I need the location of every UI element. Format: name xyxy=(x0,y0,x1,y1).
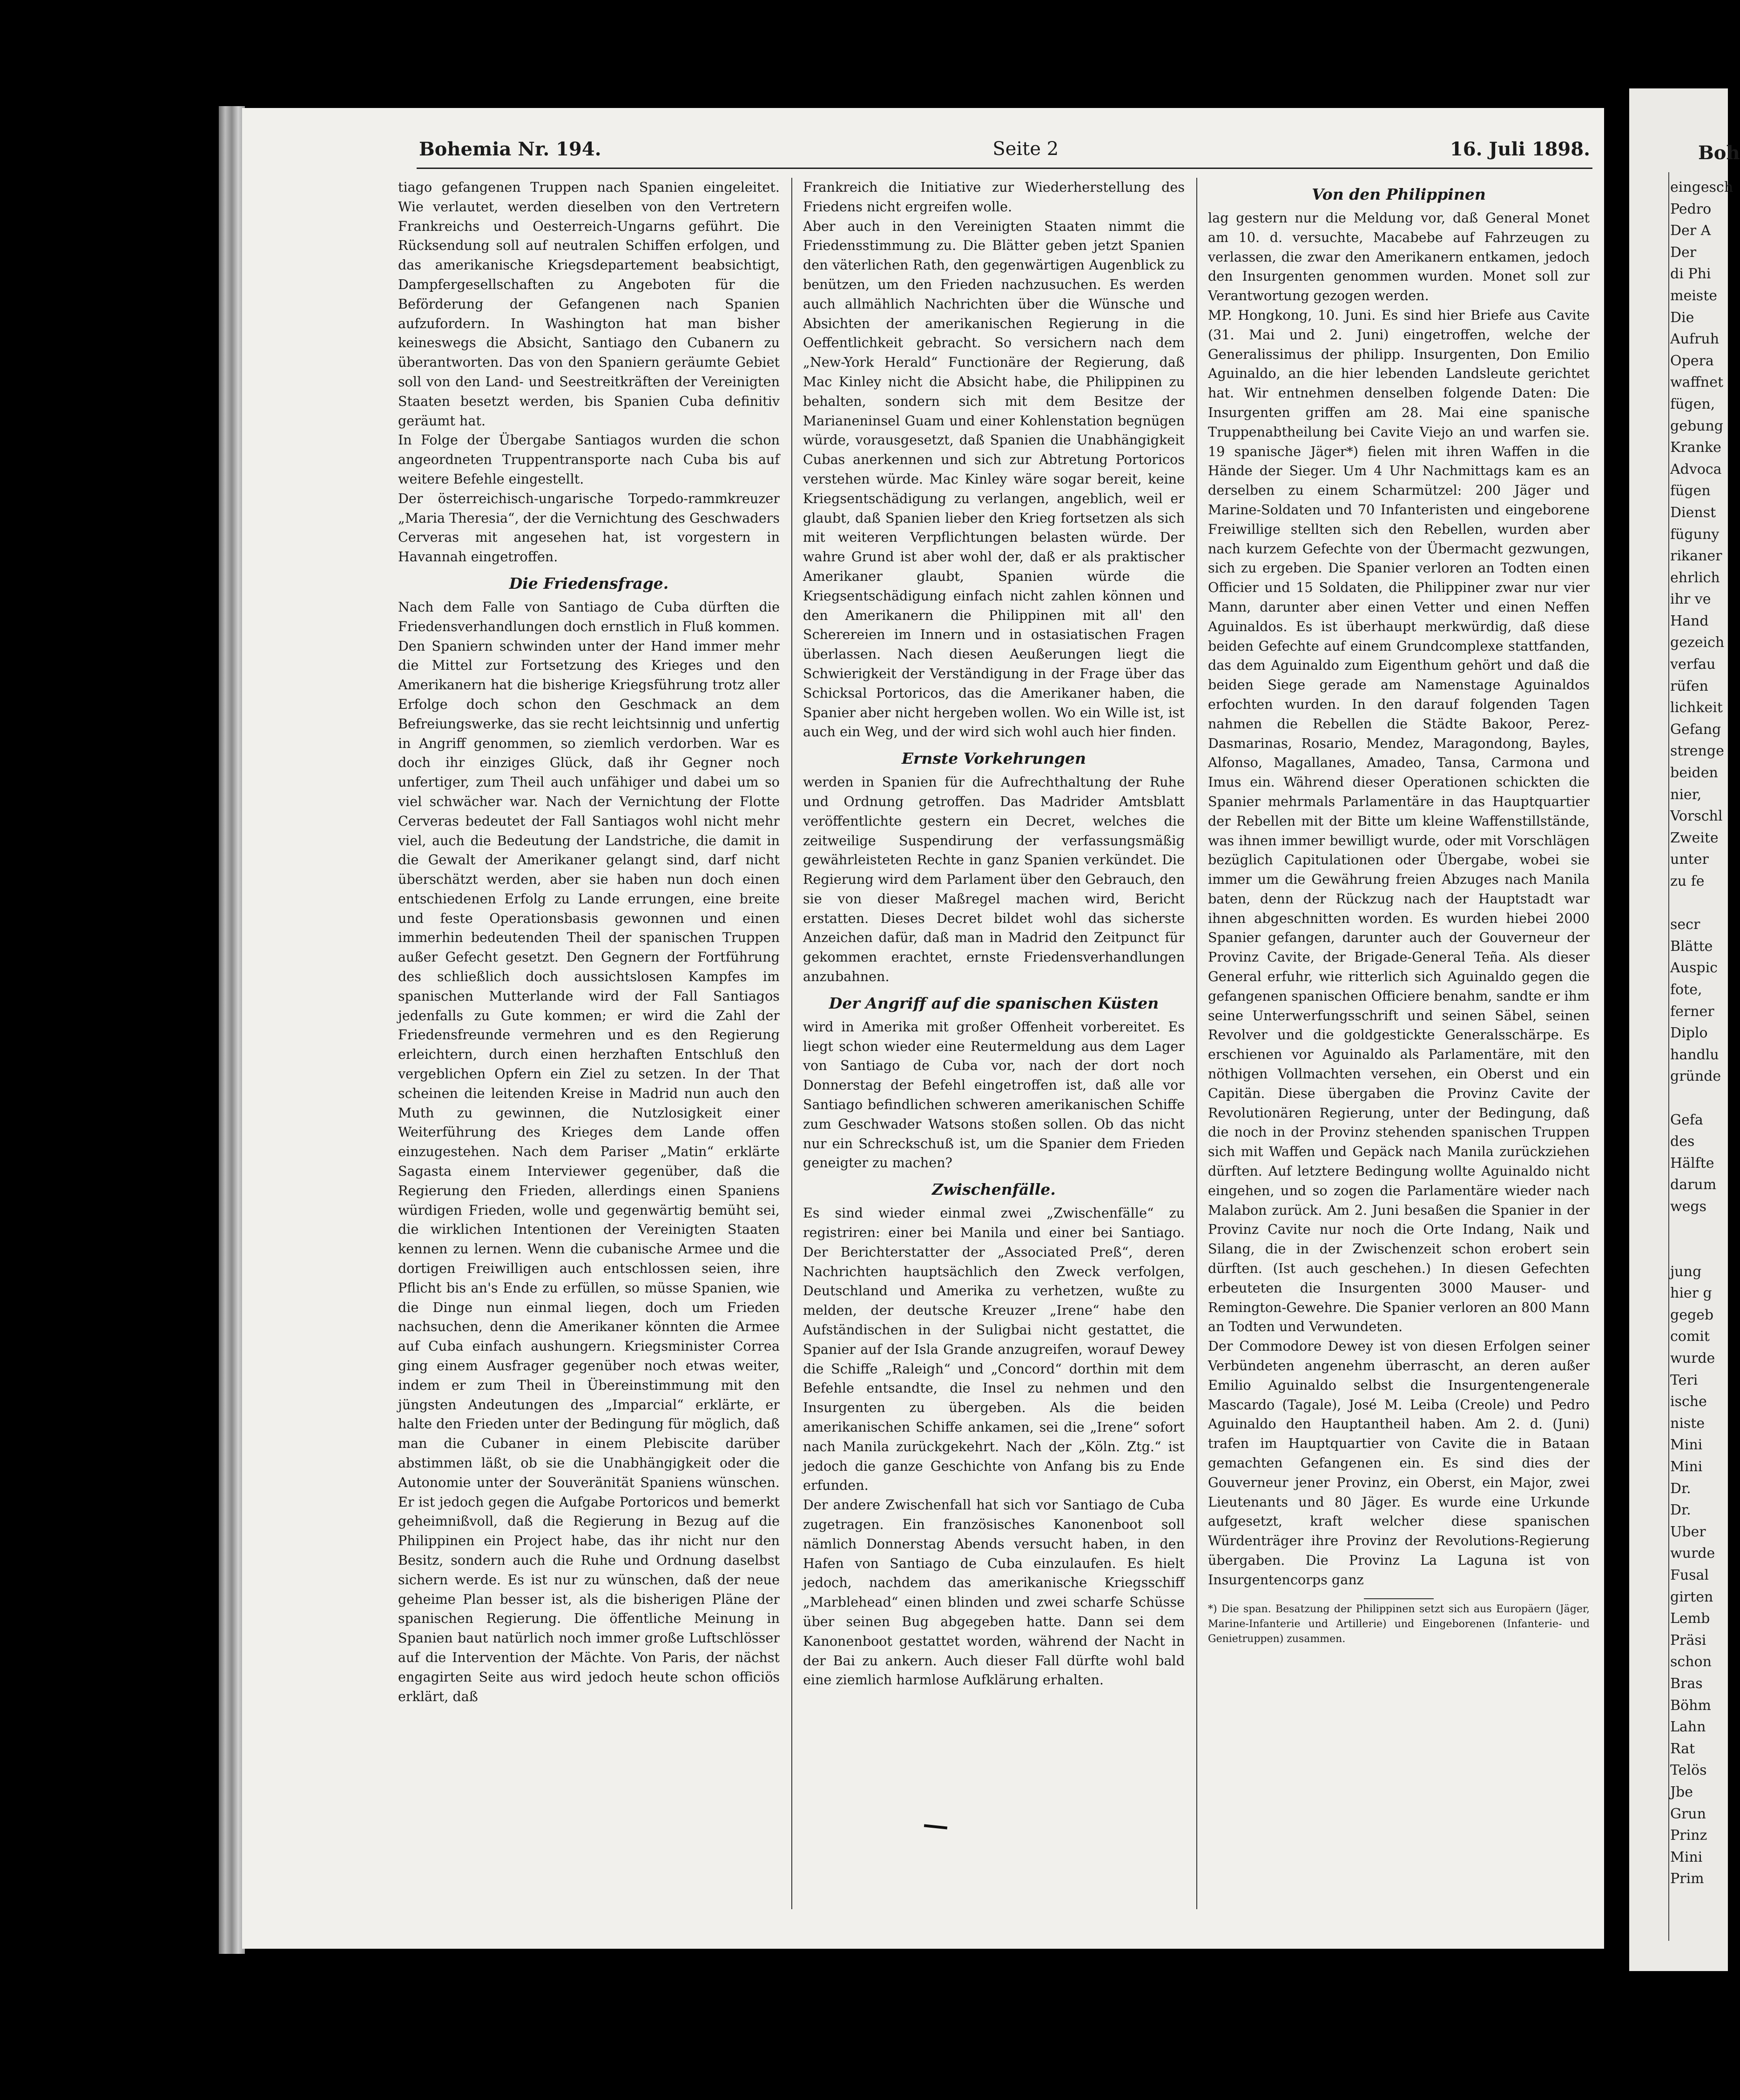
adjacent-page-line: niste xyxy=(1670,1415,1705,1432)
column-3 xyxy=(1208,178,1590,1923)
adjacent-page-line: Advoca xyxy=(1670,461,1722,478)
adjacent-page-line: secr xyxy=(1670,916,1700,933)
adjacent-page-line: Lahn xyxy=(1670,1719,1706,1736)
adjacent-page-line xyxy=(1670,1239,1728,1261)
column-1 xyxy=(398,178,780,1923)
adjacent-page-line: Dr. xyxy=(1670,1502,1691,1519)
header-rule xyxy=(417,168,1592,169)
adjacent-page-line: Uber xyxy=(1670,1523,1706,1540)
column-rule xyxy=(791,178,792,1909)
adjacent-page-line: handlu xyxy=(1670,1046,1719,1063)
adjacent-page-line: Bras xyxy=(1670,1675,1703,1692)
adjacent-page-line: meiste xyxy=(1670,287,1718,304)
paragraph: Der österreichisch-ungarische Torpedo-rammkreuzer „Maria Theresia“, der die Vernichtung des Geschwaders Cerveras mit angesehen hat, ist vorgestern in Havannah eingetroffen. xyxy=(398,490,780,565)
adjacent-page-line: Aufruh xyxy=(1670,331,1720,348)
adjacent-page-line: Lemb xyxy=(1670,1610,1710,1627)
adjacent-page-line: Der A xyxy=(1670,222,1711,239)
adjacent-page-line: zu fe xyxy=(1670,873,1705,889)
adjacent-page-line: Dr. xyxy=(1670,1480,1691,1497)
adjacent-page-line: unter xyxy=(1670,851,1709,868)
adjacent-page-line: jung xyxy=(1670,1263,1702,1280)
section-heading: Zwischenfälle. xyxy=(932,1180,1056,1199)
adjacent-page-line: wurde xyxy=(1670,1350,1715,1367)
adjacent-page-line: wegs xyxy=(1670,1198,1707,1215)
section-heading: Ernste Vorkehrungen xyxy=(901,749,1086,768)
adjacent-page-line: Fusal xyxy=(1670,1567,1709,1583)
adjacent-page-line: Präsi xyxy=(1670,1632,1706,1649)
paragraph: Frankreich die Initiative zur Wiederherstellung des Friedens nicht ergreifen wolle. xyxy=(803,179,1185,215)
adjacent-page-line: Telös xyxy=(1670,1762,1707,1779)
adjacent-page-line: Pedro xyxy=(1670,201,1712,217)
adjacent-page-line: ferner xyxy=(1670,1003,1714,1020)
adjacent-page-line: Vorschl xyxy=(1670,808,1723,825)
adjacent-page-line: Hand xyxy=(1670,612,1709,629)
paragraph: Aber auch in den Vereinigten Staaten nimmt die Friedensstimmung zu. Die Blätter geben jetzt Spanien den väterlichen Rath, den gegenwärtigen Augenblick zu benützen, um den Frieden nachzusuchen. Es werden auch allmählich Nachrichten über die Wünsche und Absichten der amerikanischen Regierung in die Oeffentlichkeit gebracht. So versichern nach dem „New-York Herald“ Functionäre der Regierung, daß Mac Kinley nicht die Absicht habe, die Philippinen zu behalten, sondern sich mit dem Besitze der Marianeninsel Guam und einer Kohlenstation begnügen würde, vorausgesetzt, daß Spanien die Unabhängigkeit Cubas anerkennen und sich zur Abtretung Portoricos verstehen würde. Mac Kinley wäre sogar bereit, keine Kriegsentschädigung zu verlangen, angeblich, weil er glaubt, daß Spanien lieber den Krieg fortsetzen als sich mit weiteren Verpflichtungen belasten würde. Der wahre Grund ist aber wohl der, daß er als praktischer Amerikaner glaubt, Spanien würde die Kriegsentschädigung einfach nicht zahlen können und den Amerikanern die Philippinen mit all' den Scherereien im Innern und in ostasiatischen Fragen überlassen. Nach diesen Aeußerungen liegt die Schwierigkeit der Verständigung in der Frage über das Schicksal Portoricos, das die Amerikaner haben, die Spanier aber nicht hergeben wollen. Wo ein Wille ist, ist auch ein Weg, und der wird sich wohl auch hier finden. xyxy=(803,218,1185,740)
adjacent-page-line: Diplo xyxy=(1670,1025,1708,1042)
adjacent-page-line: rüfen xyxy=(1670,678,1708,694)
paragraph: wird in Amerika mit großer Offenheit vorbereitet. Es liegt schon wieder eine Reutermeldung aus dem Lager von Santiago de Cuba vor, nach der dort noch Donnerstag der Befehl eingetroffen ist, daß alle vor Santiago befindlichen schweren amerikanischen Schiffe zum Geschwader Watsons stoßen sollen. Ob das nicht nur ein Schreckschuß ist, um die Spanier dem Frieden geneigter zu machen? xyxy=(803,1018,1185,1171)
adjacent-page-line: Rat xyxy=(1670,1740,1695,1757)
column-rule xyxy=(1196,178,1197,1909)
paragraph: werden in Spanien für die Aufrechthaltung der Ruhe und Ordnung getroffen. Das Madrider Amtsblatt veröffentlichte gestern ein Decret, welches die zeitweilige Suspendirung der verfassungsmäßig gewährleisteten Rechte in ganz Spanien verkündet. Die Regierung wird dem Parlament über den Gebrauch, den sie von dieser Maßregel machen wird, Bericht erstatten. Dieses Decret bildet wohl das sicherste Anzeichen dafür, daß man in Madrid den Zeitpunct für gekommen erachtet, ernste Friedensverhandlungen anzubahnen. xyxy=(803,774,1185,985)
adjacent-page-line: Jbe xyxy=(1670,1784,1693,1800)
newspaper-page xyxy=(242,108,1604,1949)
paragraph: MP. Hongkong, 10. Juni. Es sind hier Briefe aus Cavite (31. Mai und 2. Juni) eingetroffen, welche der Generalissimus der philipp. Insurgenten, Don Emilio Aguinaldo, an die hier lebenden Landsleute gerichtet hat. Wir entnehmen denselben folgende Daten: Die Insurgenten griffen am 28. Mai eine spanische Truppenabtheilung bei Cavite Viejo an und warfen sie. 19 spanische Jäger*) fielen mit ihren Waffen in die Hände der Sieger. Um 4 Uhr Nachmittags kam es an derselben zu einem Scharmützel: 200 Jäger und Marine-Soldaten und 70 Infanteristen und eingeborene Freiwillige stellten sich den Rebellen, wurden aber nach kurzem Gefechte von der Übermacht gezwungen, sich zu ergeben. Die Spanier verloren an Todten einen Officier und 15 Soldaten, die Philippiner zwar nur vier Mann, darunter aber einen Vetter und einen Neffen Aguinaldos. Es ist überhaupt merkwürdig, daß diese beiden Gefechte auf einem Grundcomplexe stattfanden, das dem Aguinaldo zum Eigenthum gehört und daß die beiden Siege gerade am Namenstage Aguinaldos erfochten wurden. In den darauf folgenden Tagen nahmen die Rebellen die Städte Bakoor, Perez-Dasmarinas, Rosario, Mendez, Maragondong, Bayles, Alfonso, Magallanes, Amadeo, Tansa, Carmona und Imus ein. Während dieser Operationen schickten die Spanier mehrmals Parlamentäre in das Hauptquartier der Rebellen mit der Bitte um kleine Waffenstillstände, was ihnen immer bewilligt wurde, oder mit Vorschlägen bezüglich Capitulationen oder Übergabe, wobei sie immer um die Gewährung freien Abzuges nach Manila baten, denn der Rückzug nach der Hauptstadt war ihnen abgeschnitten worden. Es wurden hiebei 2000 Spanier gefangen, darunter auch der Gouverneur der Provinz Cavite, der Brigade-General Teña. Als dieser General erfuhr, wie ritterlich sich Aguinaldo gegen die gefangenen spanischen Officiere benahm, sandte er ihm seine Unterwerfungsschrift und seinen Säbel, seinen Revolver und die goldgestickte Generalsschärpe. Es erschienen vor Aguinaldo als Parlamentäre, mit den nöthigen Vollmachten versehen, ein Oberst und ein Capitän. Diese übergaben die Provinz Cavite der Revolutionären Regierung, unter der Bedingung, daß die noch in der Provinz stehenden spanischen Truppen sich mit Waffen und Gepäck nach Manila zurückziehen dürften. Auf letztere Bedingung wollte Aguinaldo nicht eingehen, und so zogen die Parlamentäre wieder nach Malabon zurück. Am 2. Juni besaßen die Spanier in der Provinz Cavite nur noch die Orte Indang, Naik und Silang, die in der Zwischenzeit schon erobert sein dürften. (Ist auch geschehen.) In diesen Gefechten erbeuteten die Insurgenten 3000 Mauser- und Remington-Gewehre. Die Spanier verloren an 800 Mann an Todten und Verwundeten. xyxy=(1208,307,1590,1335)
adjacent-page-header: Boh xyxy=(1698,142,1740,164)
adjacent-page-line: schon xyxy=(1670,1654,1712,1670)
adjacent-page-line: strenge xyxy=(1670,743,1724,760)
adjacent-page-line: wurde xyxy=(1670,1545,1715,1562)
adjacent-page-line: Mini xyxy=(1670,1849,1703,1865)
adjacent-page-line: Prim xyxy=(1670,1871,1704,1887)
adjacent-page-line: Mini xyxy=(1670,1459,1703,1475)
adjacent-page-text xyxy=(1670,177,1733,1890)
adjacent-page-line: Prinz xyxy=(1670,1827,1707,1844)
adjacent-page-line: Die xyxy=(1670,309,1694,326)
adjacent-page-line: Böhm xyxy=(1670,1697,1711,1714)
adjacent-page-line: Gefang xyxy=(1670,721,1721,738)
section-heading: Der Angriff auf die spanischen Küsten xyxy=(829,994,1159,1012)
adjacent-page-line: Zweite xyxy=(1670,829,1719,846)
column-rule xyxy=(1668,172,1669,1941)
adjacent-page-line: ehrlich xyxy=(1670,569,1720,586)
footnote: *) Die span. Besatzung der Philippinen setzt sich aus Europäern (Jäger, Marine-Infanterie und Artillerie) und Eingeborenen (Infanterie- und Genietruppen) zusammen. xyxy=(1208,1603,1590,1645)
adjacent-page-line: fügen, xyxy=(1670,396,1715,412)
adjacent-page-line: waffnet xyxy=(1670,374,1724,391)
masthead-issue: Bohemia Nr. 194. xyxy=(419,138,601,160)
column-2 xyxy=(803,178,1185,1923)
adjacent-page-line xyxy=(1670,1088,1728,1110)
adjacent-page-line: füguny xyxy=(1670,526,1720,543)
adjacent-page-line xyxy=(1670,1218,1728,1240)
page-header xyxy=(419,130,1590,168)
article-columns xyxy=(398,178,1590,1923)
adjacent-page-line: Der xyxy=(1670,244,1697,261)
adjacent-page-line: Gefa xyxy=(1670,1111,1703,1128)
adjacent-page-line: nier, xyxy=(1670,786,1702,803)
paragraph: Es sind wieder einmal zwei „Zwischenfälle“ zu registriren: einer bei Manila und einer bei Santiago. Der Berichterstatter der „Associated Preß“, deren Nachrichten hauptsächlich den Zweck verfolgen, Deutschland und Amerika zu verhetzen, wußte zu melden, der deutsche Kreuzer „Irene“ habe den Aufständischen in der Suligbai nicht gestattet, die Spanier auf der Isla Grande anzugreifen, worauf Dewey die Schiffe „Raleigh“ und „Concord“ dorthin mit dem Befehle entsandte, die Insel zu nehmen und den Insurgenten zu übergeben. Als die beiden amerikanischen Schiffe ankamen, sei die „Irene“ sofort nach Manila zurückgekehrt. Nach der „Köln. Ztg.“ ist jedoch die ganze Geschichte von Anfang bis zu Ende erfunden. xyxy=(803,1205,1185,1494)
paragraph: tiago gefangenen Truppen nach Spanien eingeleitet. Wie verlautet, werden dieselben von den Vertretern Frankreichs und Oesterreich-Ungarns geführt. Die Rücksendung soll auf neutralen Schiffen erfolgen, und das amerikanische Kriegsdepartement beabsichtigt, Dampfergesellschaften zu Angeboten für die Beförderung der Gefangenen nach Spanien aufzufordern. In Washington hat man bisher keineswegs die Absicht, Santiago den Cubanern zu überantworten. Das von den Spaniern geräumte Gebiet soll von den Land- und Seestreitkräften der Vereinigten Staaten besetzt werden, bis Spanien Cuba definitiv geräumt hat. xyxy=(398,179,780,429)
paragraph: Der Commodore Dewey ist von diesen Erfolgen seiner Verbündeten angenehm überrascht, an deren außer Emilio Aguinaldo selbst die Insurgentengenerale Mascardo (Tagale), José M. Leiba (Creole) und Pedro Aguinaldo den Hauptantheil haben. Am 2. d. (Juni) trafen im Hauptquartier von Cavite die in Bataan gemachten Gefangenen ein. Es sind dies der Gouverneur jener Provinz, ein Oberst, ein Major, zwei Lieutenants und 80 Jäger. Es wurde eine Urkunde aufgesetzt, kraft welcher diese spanischen Würdenträger ihre Provinz der Revolutions-Regierung übergaben. Die Provinz La Laguna ist von Insurgentencorps ganz xyxy=(1208,1338,1590,1588)
paragraph: In Folge der Übergabe Santiagos wurden die schon angeordneten Truppentransporte nach Cuba bis auf weitere Befehle eingestellt. xyxy=(398,432,780,487)
adjacent-page-line: Auspic xyxy=(1670,960,1718,976)
adjacent-page-line: gründe xyxy=(1670,1068,1721,1085)
adjacent-page-line: Kranke xyxy=(1670,439,1721,456)
issue-date: 16. Juli 1898. xyxy=(1450,138,1590,160)
adjacent-page-line: rikaner xyxy=(1670,548,1722,565)
adjacent-page-line: Mini xyxy=(1670,1437,1703,1454)
adjacent-page-line: verfau xyxy=(1670,656,1716,673)
adjacent-page-line: des xyxy=(1670,1133,1695,1150)
adjacent-page-line: beiden xyxy=(1670,765,1718,781)
adjacent-page-line: lichkeit xyxy=(1670,700,1723,716)
adjacent-page-line: Blätte xyxy=(1670,938,1713,955)
adjacent-page-line: eingesch xyxy=(1670,179,1733,195)
adjacent-page-line: di Phi xyxy=(1670,266,1711,283)
section-heading: Die Friedensfrage. xyxy=(509,574,669,592)
adjacent-page-line: Grun xyxy=(1670,1805,1706,1822)
adjacent-page-line: Dienst xyxy=(1670,504,1716,521)
page-stack-edge xyxy=(219,106,245,1954)
adjacent-page xyxy=(1629,88,1740,1971)
adjacent-page-line: fote, xyxy=(1670,981,1702,998)
adjacent-page-line: hier g xyxy=(1670,1285,1712,1302)
adjacent-page-line: gebung xyxy=(1670,417,1724,434)
adjacent-page-line: ihr ve xyxy=(1670,591,1711,608)
adjacent-page-line: fügen xyxy=(1670,483,1711,499)
paragraph: Nach dem Falle von Santiago de Cuba dürften die Friedensverhandlungen doch ernstlich in Fluß kommen. Den Spaniern schwinden unter der Hand immer mehr die Mittel zur Fortsetzung des Krieges und den Amerikanern hat die bisherige Kriegsführung trotz aller Erfolge doch schon den Geschmack an dem Befreiungswerke, das sie recht leichtsinnig und unfertig in Angriff genommen, so ziemlich verdorben. War es doch ihr einziges Glück, daß ihr Gegner noch unfertiger, zum Theil auch unfähiger und dabei um so viel schwächer war. Nach der Vernichtung der Flotte Cerveras bedeutet der Fall Santiagos wohl nicht mehr viel, auch die Bedeutung der Landstriche, die damit in die Gewalt der Amerikaner gelangt sind, darf nicht überschätzt werden, aber sie haben nun doch einen entschiedenen Erfolg zu Lande errungen, eine breite und feste Operationsbasis gewonnen und einen immerhin bedeutenden Theil der spanischen Truppen außer Gefecht gesetzt. Den Gegnern der Fortführung des schließlich doch aussichtslosen Kampfes im spanischen Mutterlande wird der Fall Santiagos jedenfalls zu Gute kommen; er wird die Zahl der Friedensfreunde vermehren und es den Regierung erleichtern, durch einen herzhaften Entschluß den vergeblichen Opfern ein Ziel zu setzen. In der That scheinen die leitenden Kreise in Madrid nun auch den Muth zu gewinnen, die Nutzlosigkeit einer Weiterführung des Krieges dem Lande offen einzugestehen. Nach dem Pariser „Matin“ erklärte Sagasta einem Interviewer gegenüber, daß die Regierung den Frieden, allerdings einen Spaniens würdigen Frieden, wolle und gegenwärtig bemüht sei, die wirklichen Intentionen der Vereinigten Staaten kennen zu lernen. Wenn die cubanische Armee und die dortigen Freiwilligen auch entschlossen seien, ihre Pflicht bis an's Ende zu erfüllen, so müsse Spanien, wie die Dinge nun einmal liegen, doch um Frieden nachsuchen, denn die Amerikaner könnten die Armee auf Cuba einfach aushungern. Kriegsminister Correa ging einem Ausfrager gegenüber noch etwas weiter, indem er zum Theil in Übereinstimmung mit den jüngsten Andeutungen des „Imparcial“ erklärte, er halte den Frieden unter der Bedingung für möglich, daß man die Cubaner in einem Plebiscite darüber abstimmen läßt, ob sie die Unabhängigkeit oder die Autonomie unter der Souveränität Spaniens wünschen. Er ist jedoch gegen die Aufgabe Portoricos und bemerkt geheimnißvoll, daß die Regierung in Bezug auf die Philippinen ein Project habe, das ihr nicht nur den Besitz, sondern auch die Ruhe und Ordnung daselbst sichern werde. Es ist nur zu wünschen, daß der neue geheime Plan besser ist, als die bisherigen Pläne der spanischen Regierung. Die öffentliche Meinung in Spanien baut natürlich noch immer große Luftschlösser auf die Intervention der Mächte. Von Paris, der nächst engagirten Seite aus wird jedoch heute schon officiös erklärt, daß xyxy=(398,599,780,1704)
adjacent-page-line: Hälfte xyxy=(1670,1155,1714,1171)
adjacent-page-line: darum xyxy=(1670,1177,1717,1193)
adjacent-page-line xyxy=(1670,893,1728,915)
adjacent-page-line: gegeb xyxy=(1670,1306,1714,1323)
page-number: Seite 2 xyxy=(992,138,1059,160)
paragraph: Der andere Zwischenfall hat sich vor Santiago de Cuba zugetragen. Ein französisches Kanonenboot soll nämlich Donnerstag Abends versucht haben, in den Hafen von Santiago de Cuba einzulaufen. Es hielt jedoch, nachdem das amerikanische Kriegsschiff „Marblehead“ einen blinden und zwei scharfe Schüsse über seinen Bug abgegeben hatte. Dann sei dem Kanonenboot gestattet worden, während der Nacht in der Bai zu ankern. Auch dieser Fall dürfte wohl bald eine ziemlich harmlose Aufklärung erhalten. xyxy=(803,1497,1185,1688)
adjacent-page-line: girten xyxy=(1670,1588,1713,1605)
adjacent-page-line: comit xyxy=(1670,1328,1710,1345)
adjacent-page-line: ische xyxy=(1670,1393,1707,1410)
paragraph: lag gestern nur die Meldung vor, daß General Monet am 10. d. versuchte, Macabebe auf Fahrzeugen zu verlassen, die zwar den Amerikanern entkamen, jedoch den Insurgenten genommen wurden. Monet soll zur Verantwortung gezogen werden. xyxy=(1208,210,1590,304)
adjacent-page-line: Opera xyxy=(1670,352,1714,369)
footnote-rule xyxy=(1364,1598,1434,1599)
adjacent-page-line: Teri xyxy=(1670,1372,1698,1388)
adjacent-page-line: gezeich xyxy=(1670,634,1725,651)
section-heading: Von den Philippinen xyxy=(1312,185,1486,203)
